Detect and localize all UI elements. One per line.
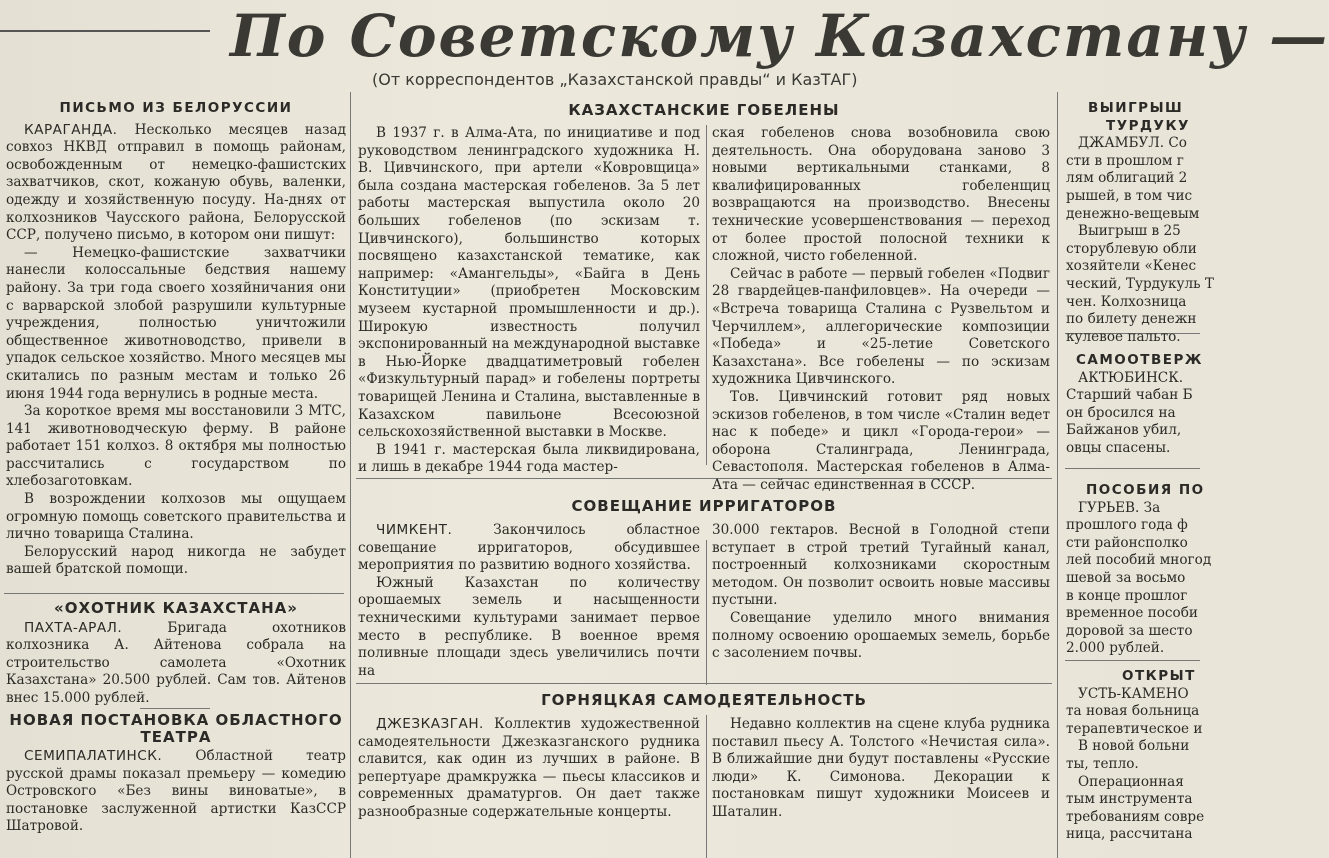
right-line: шевой за восьмо: [1066, 569, 1186, 586]
column-divider-left: [350, 92, 351, 858]
right-line: овцы спасены.: [1066, 439, 1171, 456]
right-line: ница, рассчитана: [1066, 826, 1193, 843]
right-line: та новая больница: [1066, 703, 1200, 720]
article-gobelins-col2-p3: Тов. Цивчинский готовит ряд новых эскизов гобеленов, в том числе «Сталин ведет нас к победе» и цикл «Города-герои» — оборона Сталинграда, Ленинграда, Севастополя. Мастерская гобеленов в Алма-Ата — сейчас единственная в СССР.: [712, 388, 1050, 493]
right-line: прошлого года ф: [1066, 517, 1188, 534]
rule-miners: [356, 683, 1052, 684]
column-divider-right: [1057, 92, 1058, 858]
right-line: хозяйтели «Кенес: [1066, 258, 1197, 275]
right-column-block-4: [1066, 668, 1205, 858]
article-miners-col2: [712, 716, 1050, 858]
article-belorussia-title: ПИСЬМО ИЗ БЕЛОРУССИИ: [59, 100, 293, 116]
right-column-block-1: [1066, 100, 1214, 345]
right-column-block-3: [1066, 482, 1212, 658]
article-gobelins-col1-p2: В 1941 г. мастерская была ликвидирована, и лишь в декабре 1944 года мастер-: [358, 441, 700, 476]
right-column-block-2: [1066, 352, 1203, 464]
right-line: требованиям совре: [1066, 808, 1205, 825]
article-irrigators-col1-p1: Закончилось областное совещание ирригаторов, обсудившее мероприятия по развитию водного хозяйства.: [358, 522, 700, 574]
article-miners-col1-text: Коллектив художественной самодеятельности Джезказганского рудника славится, как один из лучших в районе. В репертуаре драмкружка — пьесы классиков и современных драматургов. Он дает также разнообразные содержательные концерты.: [358, 716, 700, 820]
article-belorussia-p5: Белорусский народ никогда не забудет вашей братской помощи.: [6, 543, 346, 578]
article-gobelins-title: КАЗАХСТАНСКИЕ ГОБЕЛЕНЫ: [568, 101, 840, 119]
article-hunter: [6, 600, 346, 710]
article-gobelins-col2-p1: ская гобеленов снова возобновила свою деятельность. Она оборудована заново 3 новыми вертикальными станками, 8 квалифицированных гобеленщиц возвращаются на производство. Внесены технические усовершенствования — переход от более простой полосной техники к сложной, чисто гобеленной.: [712, 125, 1050, 265]
article-gobelins-col1-p1: В 1937 г. в Алма-Ата, по инициативе и под руководством ленинградского художника Н. В. Цивчинского, при артели «Ковровщица» была создана мастерская гобеленов. За 5 лет работы мастерская выпустила около 20 больших гобеленов (по эскизам т. Цивчинского), большинство которых посвящено казахстанской тематике, как например: «Амангельды», «Байга в День Конституции» (приобретен Московским музеем кустарной промышленности и др.). Широкую известность получил экспонированный на международной выставке в Нью-Йорке двадцатиметровый гобелен «Физкультурный парад» и гобелены портреты товарищей Ленина и Сталина, выставленные в Казахском павильоне Всесоюзной сельскохозяйственной выставки в Москве.: [358, 125, 700, 441]
right-line: сти районсполко: [1066, 534, 1188, 551]
article-belorussia-p1: Несколько месяцев назад совхоз НКВД отправил в помощь районам, освобожденным от немецко-фашистских захватчиков, скот, кожаную обувь, валенки, одежду и хозяйственную посуду. На-днях от колхозников Чаусского района, Белорусской ССР, получено письмо, в котором они пишут:: [6, 121, 346, 244]
right-line: Выигрыш в 25: [1078, 223, 1181, 240]
article-belorussia-p2: — Немецко-фашистские захватчики нанесли колоссальные бедствия нашему району. За три года своего хозяйничания они с варварской злобой разрушили культурные учреждения, полностью уничтожили общественное животноводство, привели в упадок сельское хозяйство. Много месяцев мы скитались по разным местам и только 26 июня 1944 года вернулись в родные места.: [6, 244, 346, 402]
right-line: ты, тепло.: [1066, 755, 1139, 772]
article-theatre-text: Областной театр русской драмы показал премьеру — комедию Островского «Без вины виноватые», в постановке заслуженной артистки КазССР Шатровой.: [6, 748, 346, 835]
article-miners-place: ДЖЕЗКАЗГАН.: [376, 716, 484, 732]
right-line: рышей, в том чис: [1066, 187, 1193, 204]
right-line: сторублевую обли: [1066, 240, 1197, 257]
column-divider-gobelins: [706, 125, 707, 465]
article-theatre-place: СЕМИПАЛАТИНСК.: [24, 748, 163, 764]
article-irrigators-title: СОВЕЩАНИЕ ИРРИГАТОРОВ: [571, 497, 837, 515]
right-line: лям облигаций 2: [1066, 170, 1188, 187]
article-hunter-text: Бригада охотников колхозника А. Айтенова собрала на строительство самолета «Охотник Казахстана» 20.500 рублей. Сам тов. Айтенов внес 15.000 рублей.: [6, 619, 346, 706]
article-irrigators-col2-p2: Совещание уделило много внимания полному освоению орошаемых земель, борьбе с засолением почвы.: [712, 609, 1050, 662]
article-irrigators-col1: [358, 522, 700, 680]
rule-right-3: [1065, 660, 1200, 661]
right-line: сти в прошлом г: [1066, 152, 1184, 169]
right-line: лей пособий многод: [1066, 552, 1212, 569]
right-line: ДЖАМБУЛ. Со: [1078, 135, 1187, 152]
right-line: доровой за шесто: [1066, 622, 1193, 639]
article-irrigators-col1-p2: Южный Казахстан по количеству орошаемых земель и насыщенности техническими культурами занимает первое место в республике. В военное время поливные площади здесь увеличились почти на: [358, 574, 700, 679]
right-line: кулевое пальто.: [1066, 328, 1181, 345]
right-line: УСТЬ-КАМЕНО: [1078, 685, 1189, 702]
right-line: чен. Колхозница: [1066, 293, 1187, 310]
article-belorussia-place: КАРАГАНДА.: [24, 121, 118, 138]
article-theatre: [6, 712, 346, 858]
column-divider-irrigators: [706, 540, 707, 685]
article-gobelins-col2-p2: Сейчас в работе — первый гобелен «Подвиг 28 гвардейцев-панфиловцев». На очереди — «Встреча товарища Сталина с Рузвельтом и Черчиллем», аллегорические композиции «Победа» и «25-летие Советского Казахстана». Все гобелены — по эскизам художника Цивчинского.: [712, 265, 1050, 388]
right-title-3: САМООТВЕРЖ: [1076, 352, 1203, 368]
rule-hunter: [4, 593, 344, 594]
right-line: терапевтическое и: [1066, 720, 1203, 737]
article-gobelins-col1: [358, 125, 700, 476]
article-hunter-title: «ОХОТНИК КАЗАХСТАНА»: [54, 599, 298, 617]
masthead-left-rule: [0, 30, 210, 32]
masthead-subtitle: (От корреспондентов „Казахстанской правды“ и КазТАГ): [372, 70, 858, 89]
right-title-1: ВЫИГРЫШ: [1088, 100, 1184, 116]
right-line: Байжанов убил,: [1066, 422, 1182, 439]
rule-right-2: [1065, 468, 1200, 469]
article-theatre-title: НОВАЯ ПОСТАНОВКА ОБЛАСТНОГО ТЕАТРА: [9, 711, 343, 746]
right-line: временное пособи: [1066, 605, 1198, 622]
right-line: 2.000 рублей.: [1066, 640, 1165, 657]
right-line: Старший чабан Б: [1066, 387, 1193, 404]
masthead-title: [230, 2, 1329, 72]
masthead-dash: —: [1269, 2, 1329, 70]
right-line: Операционная: [1078, 773, 1184, 790]
article-irrigators-col2: [712, 522, 1050, 680]
right-title-5: ОТКРЫТ: [1122, 668, 1196, 684]
column-divider-miners: [706, 715, 707, 858]
right-line: он бросился на: [1066, 404, 1176, 421]
right-title-4: ПОСОБИЯ ПО: [1086, 482, 1205, 498]
right-title-2: ТУРДУКУ: [1106, 117, 1190, 134]
article-belorussia: [6, 100, 346, 590]
article-miners-col2-text: Недавно коллектив на сцене клуба рудника поставил пьесу А. Толстого «Нечистая сила». В ближайшие дни будут поставлены «Русские люди» К. Симонова. Декорации к постановкам пишут художники Моисеев и Шаталин.: [712, 716, 1050, 820]
article-miners-col1: [358, 716, 700, 858]
article-hunter-place: ПАХТА-АРАЛ.: [24, 619, 123, 636]
article-belorussia-p4: В возрождении колхозов мы ощущаем огромную помощь советского правительства и лично товарища Сталина.: [6, 491, 346, 543]
masthead-title-text: По Советскому Казахстану: [230, 2, 1247, 70]
right-line: тым инструмента: [1066, 791, 1193, 808]
right-line: ГУРЬЕВ. За: [1078, 499, 1161, 516]
right-line: В новой больни: [1078, 738, 1190, 755]
article-miners-title: ГОРНЯЦКАЯ САМОДЕЯТЕЛЬНОСТЬ: [541, 691, 867, 709]
right-line: АКТЮБИНСК.: [1078, 369, 1184, 386]
article-irrigators-place: ЧИМКЕНТ.: [376, 522, 453, 538]
right-line: ческий, Турдукуль Т: [1066, 275, 1214, 292]
article-gobelins-col2: [712, 125, 1050, 493]
article-belorussia-p3: За короткое время мы восстановили 3 МТС, 141 животноводческую ферму. В районе работает 151 колхоз. 8 октября мы полностью рассчитались с государством по хлебозаготовкам.: [6, 403, 346, 490]
article-irrigators-col2-p1: 30.000 гектаров. Весной в Голодной степи вступает в строй третий Тугайный канал, построенный колхозниками скоростным методом. Он позволит освоить новые массивы пустыни.: [712, 522, 1050, 609]
right-line: по билету денежн: [1066, 311, 1197, 328]
right-line: денежно-вещевым: [1066, 205, 1200, 222]
right-line: в конце прошлог: [1066, 587, 1188, 604]
